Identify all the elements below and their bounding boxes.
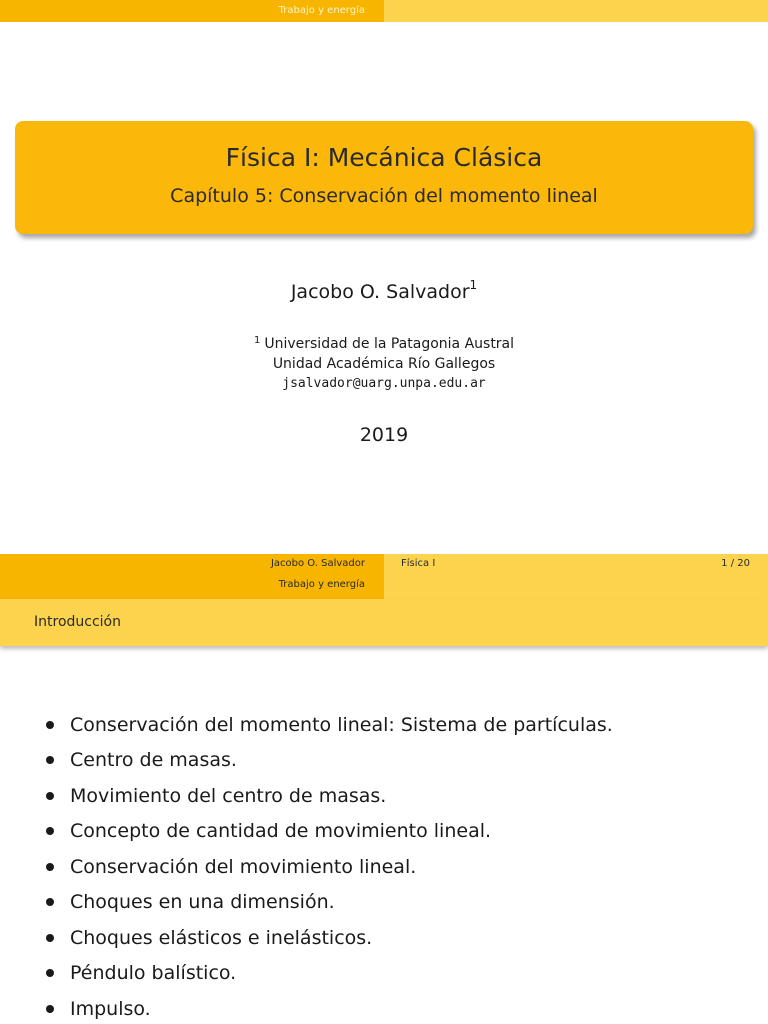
bullet-icon	[46, 969, 54, 977]
list-item	[46, 849, 613, 885]
affiliation	[0, 331, 768, 394]
list-item	[46, 920, 613, 956]
list-item-text: Centro de masas.	[70, 749, 237, 772]
footer-right	[384, 554, 768, 574]
bullet-icon	[46, 863, 54, 871]
presentation-subtitle: Capítulo 5: Conservación del momento lineal	[170, 185, 598, 207]
presentation-title: Física I: Mecánica Clásica	[225, 143, 543, 172]
author-email: jsalvador@uarg.unpa.edu.ar	[282, 376, 486, 391]
bullet-icon	[46, 1005, 54, 1013]
list-item-text: Movimiento del centro de masas.	[70, 784, 387, 807]
footer-page-number: 1 / 20	[721, 558, 750, 569]
list-item-text: Concepto de cantidad de movimiento lineal.	[70, 820, 492, 843]
header-section-label: Trabajo y energía	[0, 0, 384, 22]
list-item	[46, 956, 613, 992]
footer-author: Jacobo O. Salvador	[0, 554, 384, 574]
affiliation-line2: Unidad Académica Río Gallegos	[272, 356, 496, 372]
slide1-footer	[0, 554, 768, 574]
author-text: Jacobo O. Salvador	[290, 281, 470, 303]
bullet-icon	[46, 756, 54, 764]
list-item-text: Conservación del momento lineal: Sistema de partículas.	[70, 713, 613, 736]
list-item	[46, 743, 613, 779]
header-right-band	[384, 0, 768, 22]
bullet-icon	[46, 792, 54, 800]
header-right-band	[384, 574, 768, 599]
bullet-icon	[46, 827, 54, 835]
bullet-icon	[46, 934, 54, 942]
author-name	[0, 278, 768, 303]
presentation-year: 2019	[359, 424, 409, 446]
affiliation-mark: 1	[253, 335, 261, 346]
list-item-text: Choques elásticos e inelásticos.	[70, 926, 373, 949]
list-item	[46, 991, 613, 1024]
bullet-icon	[46, 898, 54, 906]
list-item	[46, 885, 613, 921]
slide2-header-bar	[0, 574, 768, 599]
title-block	[15, 121, 753, 234]
affiliation-line1	[0, 331, 768, 354]
list-item	[46, 778, 613, 814]
list-item	[46, 814, 613, 850]
footer-short-title: Física I	[401, 558, 436, 569]
list-item-text: Choques en una dimensión.	[70, 891, 335, 914]
header-section-label: Trabajo y energía	[0, 574, 384, 599]
list-item-text: Péndulo balístico.	[70, 962, 237, 985]
frame-title: Introducción	[0, 599, 768, 646]
list-item-text: Impulso.	[70, 997, 151, 1020]
affiliation-university: Universidad de la Patagonia Austral	[264, 336, 515, 352]
list-item	[46, 707, 613, 743]
author-footnote-mark: 1	[469, 278, 478, 292]
bullet-list	[46, 707, 613, 1024]
list-item-text: Conservación del movimiento lineal.	[70, 855, 417, 878]
slide1-header-bar	[0, 0, 768, 22]
bullet-icon	[46, 721, 54, 729]
